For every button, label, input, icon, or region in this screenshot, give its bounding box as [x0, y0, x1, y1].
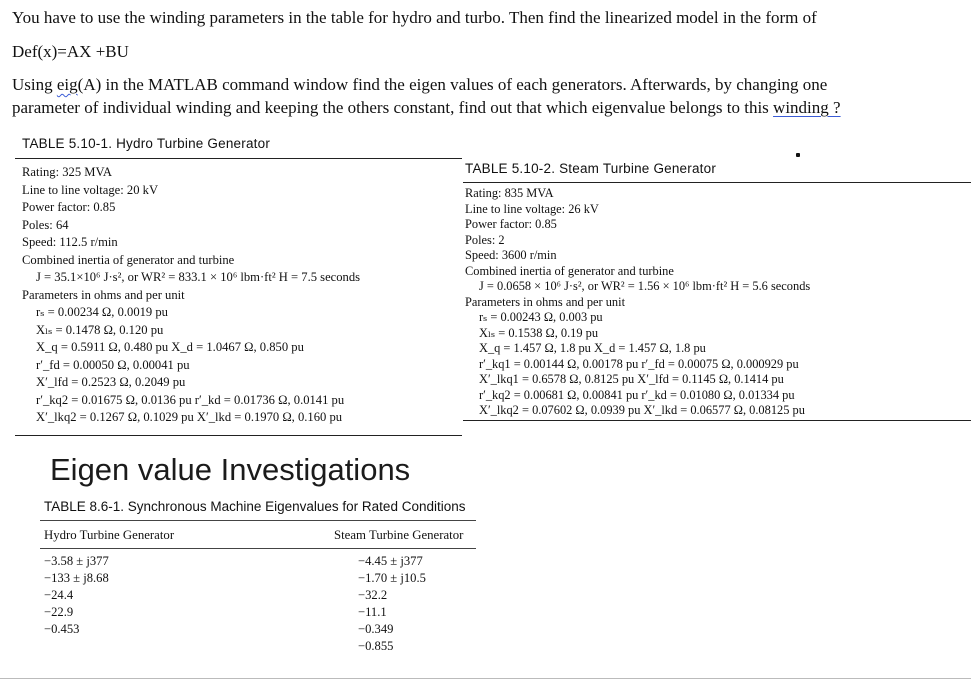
steam-line-2: Power factor: 0.85 [465, 217, 557, 231]
hydro-line-5: Combined inertia of generator and turbine [22, 252, 235, 267]
page-bottom-edge [0, 678, 971, 679]
steam-line-3: Poles: 2 [465, 232, 505, 247]
steam-line-8: rₛ = 0.00243 Ω, 0.003 pu [479, 310, 603, 324]
eigen-hydro-value-0: −3.58 ± j377 [44, 554, 109, 568]
eigen-steam-value-0: −4.45 ± j377 [358, 554, 423, 568]
steam-line-0: Rating: 835 MVA [465, 186, 554, 200]
hydro-table-top-rule [15, 158, 462, 159]
eigen-section-title: Eigen value Investigations [50, 452, 411, 487]
steam-table-bottom-rule [463, 420, 971, 421]
stray-dot-mark [796, 153, 800, 157]
hydro-line-0: Rating: 325 MVA [22, 165, 113, 179]
eigen-table-caption: TABLE 8.6-1. Synchronous Machine Eigenvalues for Rated Conditions [44, 499, 466, 514]
steam-line-9: Xₗₛ = 0.1538 Ω, 0.19 pu [479, 325, 599, 340]
eigen-steam-value-3: −11.1 [358, 605, 387, 619]
steam-line-1: Line to line voltage: 26 kV [465, 201, 599, 216]
eigen-header-rule [40, 548, 476, 549]
eigen-steam-value-5: −0.855 [358, 639, 394, 653]
hydro-line-2: Power factor: 0.85 [22, 200, 116, 214]
intro-line-4 [12, 97, 841, 119]
hydro-line-4: Speed: 112.5 r/min [22, 235, 118, 249]
steam-line-5: Combined inertia of generator and turbine [465, 263, 674, 278]
eigen-hydro-value-4: −0.453 [44, 622, 80, 636]
eigen-steam-value-4: −0.349 [358, 622, 394, 636]
hydro-line-11: r′_fd = 0.00050 Ω, 0.00041 pu [36, 357, 190, 372]
hydro-line-8: rₛ = 0.00234 Ω, 0.0019 pu [36, 305, 168, 319]
hydro-line-12: X′_lfd = 0.2523 Ω, 0.2049 pu [36, 375, 186, 389]
steam-line-14: X′_lkq2 = 0.07602 Ω, 0.0939 pu X′_lkd = 0.06577 Ω, 0.08125 pu [479, 403, 805, 417]
hydro-table-body [22, 164, 360, 427]
steam-line-7: Parameters in ohms and per unit [465, 294, 626, 309]
steam-line-11: r′_kq1 = 0.00144 Ω, 0.00178 pu r′_fd = 0.00075 Ω, 0.000929 pu [479, 356, 799, 371]
eigen-table-top-rule [40, 520, 476, 521]
hydro-line-1: Line to line voltage: 20 kV [22, 182, 159, 197]
intro-line-4-pre: parameter of individual winding and keeping the others constant, find out that which eigenvalue belongs to this [12, 98, 774, 117]
eigen-col-steam-header: Steam Turbine Generator [334, 528, 464, 542]
steam-line-10: X_q = 1.457 Ω, 1.8 pu X_d = 1.457 Ω, 1.8 pu [479, 341, 706, 355]
hydro-line-14: X′_lkq2 = 0.1267 Ω, 0.1029 pu X′_lkd = 0.1970 Ω, 0.160 pu [36, 410, 343, 424]
eigen-steam-value-2: −32.2 [358, 588, 388, 602]
steam-line-6: J = 0.0658 × 10⁶ J·s², or WR² = 1.56 × 10⁶ lbm·ft² H = 5.6 seconds [479, 279, 811, 293]
hydro-line-10: X_q = 0.5911 Ω, 0.480 pu X_d = 1.0467 Ω, 0.850 pu [36, 340, 304, 354]
hydro-line-9: Xₗₛ = 0.1478 Ω, 0.120 pu [36, 322, 164, 337]
eigen-col-hydro-header: Hydro Turbine Generator [44, 528, 175, 542]
hydro-line-3: Poles: 64 [22, 217, 69, 232]
hydro-line-13: r′_kq2 = 0.01675 Ω, 0.0136 pu r′_kd = 0.01736 Ω, 0.0141 pu [36, 392, 345, 407]
steam-line-4: Speed: 3600 r/min [465, 248, 557, 262]
intro-line-3 [12, 74, 827, 96]
eigen-hydro-values [44, 553, 109, 638]
intro-line-1: You have to use the winding parameters in the table for hydro and turbo. Then find the linearized model in the form of [12, 8, 817, 27]
steam-table-caption: TABLE 5.10-2. Steam Turbine Generator [465, 161, 717, 176]
eigen-hydro-value-3: −22.9 [44, 605, 74, 619]
winding-underlined-word[interactable]: winding ? [773, 98, 841, 117]
eig-spellcheck-word[interactable]: eig [56, 75, 78, 94]
steam-line-12: X′_lkq1 = 0.6578 Ω, 0.8125 pu X′_lfd = 0.1145 Ω, 0.1414 pu [479, 372, 784, 386]
intro-line-3-pre: Using [12, 75, 57, 94]
intro-line-3-post: (A) in the MATLAB command window find the eigen values of each generators. Afterwards, by changing one [77, 75, 828, 94]
eigen-steam-values [358, 553, 426, 655]
hydro-line-7: Parameters in ohms and per unit [22, 287, 185, 302]
eigen-hydro-value-1: −133 ± j8.68 [44, 571, 109, 585]
steam-table-top-rule [463, 182, 971, 183]
steam-line-13: r′_kq2 = 0.00681 Ω, 0.00841 pu r′_kd = 0.01080 Ω, 0.01334 pu [479, 387, 795, 402]
intro-line-2: Def(x)=AX +BU [12, 42, 129, 61]
hydro-table-bottom-rule [15, 435, 462, 436]
hydro-table-caption: TABLE 5.10-1. Hydro Turbine Generator [22, 136, 271, 151]
hydro-line-6: J = 35.1×10⁶ J·s², or WR² = 833.1 × 10⁶ lbm·ft² H = 7.5 seconds [36, 270, 361, 284]
eigen-hydro-value-2: −24.4 [44, 588, 74, 602]
eigen-steam-value-1: −1.70 ± j10.5 [358, 571, 426, 585]
steam-table-body [465, 186, 810, 419]
